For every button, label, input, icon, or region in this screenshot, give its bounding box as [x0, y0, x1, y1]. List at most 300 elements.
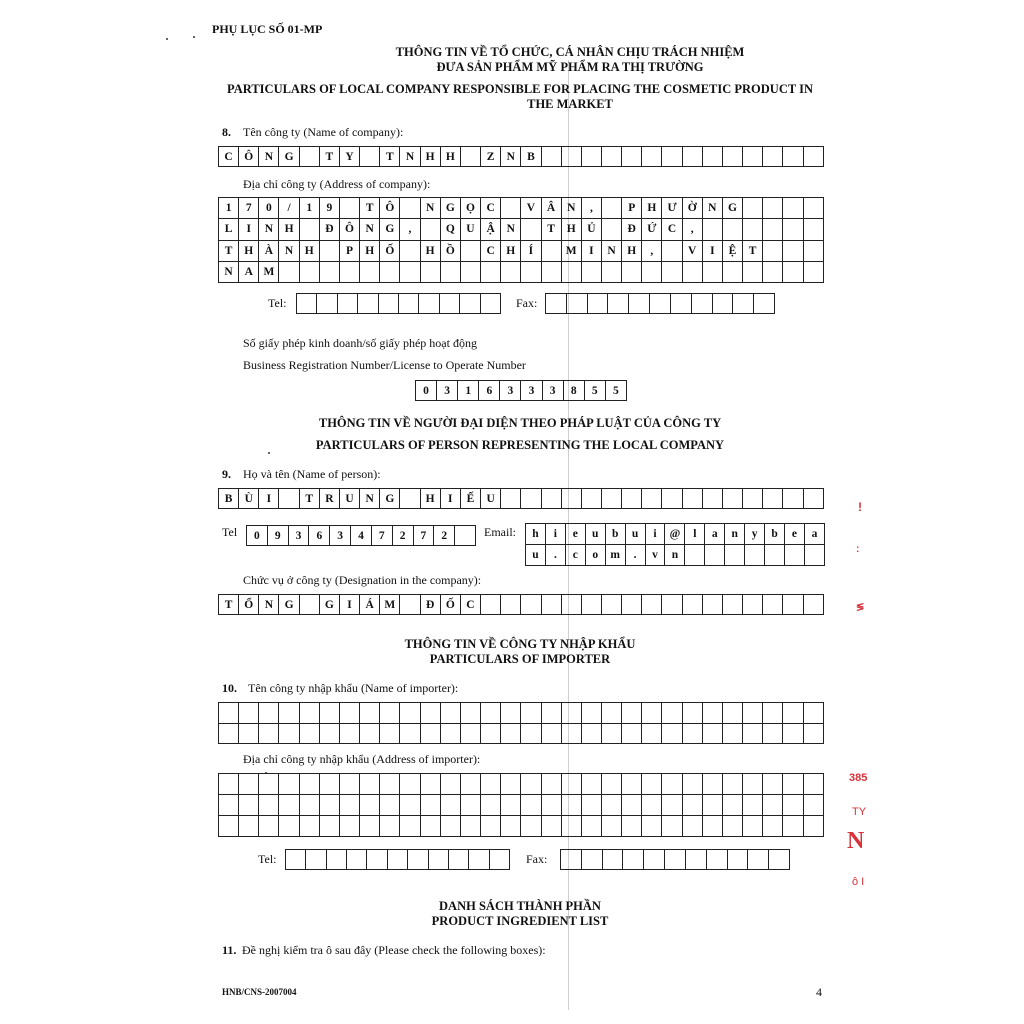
char-box[interactable] — [561, 774, 581, 795]
char-box[interactable] — [347, 850, 367, 870]
char-box[interactable]: Â — [541, 198, 561, 219]
char-box[interactable]: T — [319, 147, 339, 167]
char-box[interactable] — [398, 294, 418, 314]
char-box[interactable] — [642, 795, 662, 816]
char-box[interactable]: H — [642, 198, 662, 219]
char-box[interactable] — [297, 294, 317, 314]
char-box[interactable]: 7 — [371, 526, 392, 546]
char-box[interactable] — [259, 774, 279, 795]
char-box[interactable] — [541, 795, 561, 816]
char-box[interactable] — [748, 850, 769, 870]
char-box[interactable]: b — [605, 524, 625, 545]
char-box[interactable] — [380, 723, 400, 744]
char-box[interactable] — [722, 147, 742, 167]
char-box[interactable]: M — [259, 261, 279, 282]
char-box[interactable] — [763, 261, 783, 282]
char-box[interactable] — [219, 816, 239, 837]
char-box[interactable]: H — [420, 147, 440, 167]
char-box[interactable] — [521, 703, 541, 724]
char-box[interactable] — [745, 545, 765, 566]
char-box[interactable] — [541, 595, 561, 615]
char-box[interactable]: Ệ — [722, 240, 742, 261]
char-box[interactable]: C — [481, 240, 501, 261]
char-box[interactable] — [803, 723, 823, 744]
char-box[interactable] — [378, 294, 398, 314]
char-box[interactable] — [642, 261, 662, 282]
char-box[interactable] — [601, 147, 621, 167]
char-box[interactable] — [722, 219, 742, 240]
char-box[interactable] — [460, 795, 480, 816]
char-box[interactable]: U — [339, 489, 359, 509]
char-box[interactable]: b — [765, 524, 785, 545]
char-box[interactable]: I — [702, 240, 722, 261]
char-box[interactable]: N — [400, 147, 420, 167]
char-box[interactable] — [670, 294, 691, 314]
char-box[interactable]: i — [545, 524, 565, 545]
char-box[interactable]: I — [259, 489, 279, 509]
char-box[interactable] — [702, 595, 722, 615]
char-box[interactable]: C — [219, 147, 239, 167]
char-box[interactable] — [783, 795, 803, 816]
char-box[interactable]: 1 — [458, 381, 479, 401]
char-box[interactable]: T — [219, 240, 239, 261]
char-box[interactable]: N — [501, 147, 521, 167]
char-box[interactable] — [743, 774, 763, 795]
char-box[interactable] — [380, 703, 400, 724]
char-box[interactable] — [420, 774, 440, 795]
char-box[interactable]: a — [804, 524, 824, 545]
char-box[interactable] — [763, 198, 783, 219]
char-box[interactable] — [754, 294, 775, 314]
char-box[interactable] — [319, 240, 339, 261]
char-box[interactable]: 3 — [330, 526, 351, 546]
char-box[interactable]: l — [685, 524, 705, 545]
char-box[interactable] — [722, 703, 742, 724]
char-box[interactable]: L — [219, 219, 239, 240]
char-box[interactable] — [367, 850, 387, 870]
char-box[interactable] — [803, 261, 823, 282]
char-box[interactable] — [380, 795, 400, 816]
char-box[interactable] — [440, 723, 460, 744]
char-box[interactable] — [662, 261, 682, 282]
char-box[interactable] — [783, 703, 803, 724]
char-box[interactable]: Y — [339, 147, 359, 167]
char-box[interactable]: n — [725, 524, 745, 545]
char-box[interactable] — [725, 545, 745, 566]
char-box[interactable] — [279, 261, 299, 282]
char-box[interactable]: 2 — [434, 526, 455, 546]
char-box[interactable]: u — [585, 524, 605, 545]
char-box[interactable]: 7 — [413, 526, 434, 546]
char-box[interactable] — [339, 198, 359, 219]
char-box[interactable] — [763, 240, 783, 261]
char-box[interactable] — [642, 703, 662, 724]
char-box[interactable] — [608, 294, 629, 314]
char-box[interactable] — [521, 261, 541, 282]
char-box[interactable] — [601, 816, 621, 837]
char-box[interactable]: Ô — [239, 147, 259, 167]
char-box[interactable]: N — [561, 198, 581, 219]
char-box[interactable] — [622, 261, 642, 282]
char-box[interactable] — [400, 723, 420, 744]
char-box[interactable] — [642, 595, 662, 615]
char-box[interactable]: 3 — [521, 381, 542, 401]
char-box[interactable] — [521, 723, 541, 744]
char-box[interactable] — [319, 774, 339, 795]
char-box[interactable] — [662, 795, 682, 816]
char-box[interactable]: U — [460, 219, 480, 240]
char-box[interactable] — [662, 240, 682, 261]
char-box[interactable]: H — [420, 240, 440, 261]
char-box[interactable] — [339, 774, 359, 795]
char-box[interactable] — [783, 198, 803, 219]
char-box[interactable]: 5 — [584, 381, 605, 401]
char-box[interactable] — [783, 240, 803, 261]
char-box[interactable] — [743, 219, 763, 240]
char-box[interactable] — [662, 489, 682, 509]
char-box[interactable] — [561, 595, 581, 615]
char-box[interactable] — [561, 723, 581, 744]
char-box[interactable] — [501, 723, 521, 744]
char-box[interactable]: R — [319, 489, 339, 509]
char-box[interactable] — [803, 219, 823, 240]
char-box[interactable] — [219, 795, 239, 816]
char-box[interactable] — [337, 294, 357, 314]
char-box[interactable]: i — [645, 524, 665, 545]
char-box[interactable] — [440, 795, 460, 816]
char-box[interactable] — [400, 774, 420, 795]
char-box[interactable] — [360, 795, 380, 816]
char-box[interactable] — [581, 703, 601, 724]
char-box[interactable] — [622, 147, 642, 167]
char-box[interactable]: Đ — [319, 219, 339, 240]
char-box[interactable]: N — [420, 198, 440, 219]
char-box[interactable] — [339, 816, 359, 837]
char-box[interactable] — [448, 850, 468, 870]
char-box[interactable] — [629, 294, 650, 314]
char-box[interactable]: H — [420, 489, 440, 509]
char-box[interactable] — [743, 147, 763, 167]
char-box[interactable]: I — [239, 219, 259, 240]
char-box[interactable]: Ổ — [239, 595, 259, 615]
char-box[interactable] — [521, 489, 541, 509]
char-box[interactable] — [319, 261, 339, 282]
char-box[interactable] — [702, 261, 722, 282]
char-box[interactable]: N — [279, 240, 299, 261]
char-box[interactable]: 0 — [259, 198, 279, 219]
char-box[interactable] — [259, 703, 279, 724]
char-box[interactable]: G — [440, 198, 460, 219]
char-box[interactable] — [420, 795, 440, 816]
char-box[interactable] — [481, 261, 501, 282]
char-box[interactable] — [662, 703, 682, 724]
char-box[interactable]: H — [360, 240, 380, 261]
char-box[interactable]: Ô — [380, 198, 400, 219]
char-box[interactable] — [239, 774, 259, 795]
char-box[interactable] — [481, 595, 501, 615]
char-box[interactable] — [561, 816, 581, 837]
char-box[interactable] — [387, 850, 407, 870]
char-box[interactable]: . — [545, 545, 565, 566]
person-name-grid[interactable] — [218, 488, 824, 509]
char-box[interactable] — [239, 723, 259, 744]
importer-name-grid[interactable] — [218, 702, 824, 744]
char-box[interactable] — [440, 261, 460, 282]
char-box[interactable] — [803, 240, 823, 261]
char-box[interactable]: . — [625, 545, 645, 566]
char-box[interactable]: N — [601, 240, 621, 261]
char-box[interactable] — [581, 489, 601, 509]
char-box[interactable] — [682, 703, 702, 724]
char-box[interactable] — [319, 703, 339, 724]
char-box[interactable] — [702, 147, 722, 167]
char-box[interactable] — [702, 703, 722, 724]
char-box[interactable]: U — [481, 489, 501, 509]
char-box[interactable] — [439, 294, 459, 314]
char-box[interactable] — [400, 261, 420, 282]
char-box[interactable]: y — [745, 524, 765, 545]
char-box[interactable] — [622, 595, 642, 615]
char-box[interactable] — [489, 850, 509, 870]
char-box[interactable]: T — [380, 147, 400, 167]
char-box[interactable]: Đ — [622, 219, 642, 240]
char-box[interactable] — [722, 774, 742, 795]
char-box[interactable] — [380, 261, 400, 282]
char-box[interactable] — [400, 198, 420, 219]
char-box[interactable]: Ù — [239, 489, 259, 509]
char-box[interactable] — [279, 774, 299, 795]
char-box[interactable] — [541, 816, 561, 837]
char-box[interactable] — [602, 850, 623, 870]
char-box[interactable] — [803, 795, 823, 816]
char-box[interactable] — [400, 595, 420, 615]
char-box[interactable] — [546, 294, 567, 314]
char-box[interactable]: Ứ — [642, 219, 662, 240]
char-box[interactable] — [601, 703, 621, 724]
char-box[interactable]: , — [682, 219, 702, 240]
char-box[interactable] — [400, 816, 420, 837]
char-box[interactable]: N — [501, 219, 521, 240]
char-box[interactable]: V — [521, 198, 541, 219]
char-box[interactable] — [420, 219, 440, 240]
char-box[interactable] — [279, 795, 299, 816]
char-box[interactable]: G — [380, 489, 400, 509]
char-box[interactable] — [601, 219, 621, 240]
char-box[interactable] — [561, 489, 581, 509]
char-box[interactable] — [581, 850, 602, 870]
char-box[interactable] — [743, 261, 763, 282]
char-box[interactable]: H — [440, 147, 460, 167]
char-box[interactable] — [339, 795, 359, 816]
char-box[interactable] — [743, 703, 763, 724]
char-box[interactable]: À — [259, 240, 279, 261]
char-box[interactable]: M — [561, 240, 581, 261]
char-box[interactable] — [360, 774, 380, 795]
char-box[interactable] — [702, 816, 722, 837]
char-box[interactable] — [460, 240, 480, 261]
char-box[interactable] — [561, 147, 581, 167]
char-box[interactable] — [286, 850, 306, 870]
char-box[interactable] — [299, 595, 319, 615]
char-box[interactable] — [712, 294, 733, 314]
char-box[interactable]: 7 — [239, 198, 259, 219]
char-box[interactable] — [420, 703, 440, 724]
char-box[interactable] — [561, 850, 582, 870]
char-box[interactable] — [428, 850, 448, 870]
char-box[interactable] — [566, 294, 587, 314]
char-box[interactable]: 1 — [219, 198, 239, 219]
char-box[interactable] — [521, 795, 541, 816]
char-box[interactable]: G — [722, 198, 742, 219]
char-box[interactable] — [650, 294, 671, 314]
char-box[interactable] — [702, 489, 722, 509]
char-box[interactable] — [460, 294, 480, 314]
char-box[interactable]: N — [219, 261, 239, 282]
char-box[interactable] — [763, 489, 783, 509]
char-box[interactable] — [622, 723, 642, 744]
char-box[interactable] — [702, 219, 722, 240]
char-box[interactable] — [682, 489, 702, 509]
char-box[interactable]: 1 — [299, 198, 319, 219]
char-box[interactable] — [541, 489, 561, 509]
char-box[interactable] — [581, 723, 601, 744]
char-box[interactable]: G — [380, 219, 400, 240]
char-box[interactable]: Á — [360, 595, 380, 615]
char-box[interactable]: Z — [481, 147, 501, 167]
char-box[interactable]: N — [702, 198, 722, 219]
char-box[interactable]: I — [339, 595, 359, 615]
char-box[interactable] — [783, 219, 803, 240]
char-box[interactable] — [722, 595, 742, 615]
char-box[interactable]: T — [219, 595, 239, 615]
char-box[interactable] — [360, 816, 380, 837]
char-box[interactable]: @ — [665, 524, 685, 545]
char-box[interactable] — [501, 489, 521, 509]
char-box[interactable]: a — [705, 524, 725, 545]
char-box[interactable] — [299, 795, 319, 816]
char-box[interactable]: C — [460, 595, 480, 615]
char-box[interactable] — [763, 723, 783, 744]
char-box[interactable] — [685, 545, 705, 566]
char-box[interactable] — [804, 545, 824, 566]
char-box[interactable] — [803, 198, 823, 219]
char-box[interactable] — [259, 816, 279, 837]
char-box[interactable] — [622, 489, 642, 509]
char-box[interactable] — [682, 147, 702, 167]
char-box[interactable] — [581, 147, 601, 167]
char-box[interactable]: / — [279, 198, 299, 219]
char-box[interactable]: I — [440, 489, 460, 509]
char-box[interactable] — [783, 816, 803, 837]
char-box[interactable]: Ô — [339, 219, 359, 240]
char-box[interactable] — [400, 240, 420, 261]
char-box[interactable]: H — [561, 219, 581, 240]
char-box[interactable] — [784, 545, 804, 566]
char-box[interactable] — [521, 219, 541, 240]
char-box[interactable] — [601, 795, 621, 816]
char-box[interactable]: 0 — [247, 526, 268, 546]
char-box[interactable]: T — [743, 240, 763, 261]
char-box[interactable] — [682, 816, 702, 837]
char-box[interactable]: 5 — [605, 381, 626, 401]
char-box[interactable] — [541, 147, 561, 167]
char-box[interactable] — [481, 703, 501, 724]
char-box[interactable]: I — [581, 240, 601, 261]
char-box[interactable] — [521, 595, 541, 615]
char-box[interactable] — [682, 723, 702, 744]
char-box[interactable] — [541, 261, 561, 282]
char-box[interactable] — [642, 723, 662, 744]
char-box[interactable] — [420, 723, 440, 744]
char-box[interactable] — [561, 261, 581, 282]
char-box[interactable] — [705, 545, 725, 566]
char-box[interactable] — [765, 545, 785, 566]
char-box[interactable] — [358, 294, 378, 314]
char-box[interactable] — [581, 774, 601, 795]
char-box[interactable] — [682, 261, 702, 282]
char-box[interactable]: Ờ — [682, 198, 702, 219]
char-box[interactable] — [521, 816, 541, 837]
char-box[interactable] — [601, 261, 621, 282]
char-box[interactable]: M — [380, 595, 400, 615]
char-box[interactable] — [769, 850, 790, 870]
char-box[interactable]: N — [259, 147, 279, 167]
char-box[interactable]: Ế — [460, 489, 480, 509]
char-box[interactable] — [299, 147, 319, 167]
char-box[interactable] — [460, 261, 480, 282]
char-box[interactable]: Ố — [440, 595, 460, 615]
char-box[interactable]: 9 — [319, 198, 339, 219]
char-box[interactable]: A — [239, 261, 259, 282]
char-box[interactable] — [601, 489, 621, 509]
company-name-grid[interactable] — [218, 146, 824, 167]
char-box[interactable] — [480, 294, 500, 314]
char-box[interactable] — [541, 240, 561, 261]
char-box[interactable] — [460, 774, 480, 795]
char-box[interactable] — [665, 850, 686, 870]
char-box[interactable] — [400, 703, 420, 724]
char-box[interactable] — [743, 595, 763, 615]
char-box[interactable] — [662, 147, 682, 167]
char-box[interactable]: B — [219, 489, 239, 509]
char-box[interactable] — [743, 723, 763, 744]
company-tel-grid[interactable] — [296, 293, 501, 314]
char-box[interactable] — [380, 816, 400, 837]
char-box[interactable]: v — [645, 545, 665, 566]
company-address-grid[interactable] — [218, 197, 824, 283]
char-box[interactable] — [541, 774, 561, 795]
char-box[interactable] — [691, 294, 712, 314]
char-box[interactable]: H — [239, 240, 259, 261]
char-box[interactable] — [623, 850, 644, 870]
char-box[interactable]: u — [526, 545, 546, 566]
char-box[interactable] — [469, 850, 489, 870]
char-box[interactable] — [440, 774, 460, 795]
char-box[interactable] — [722, 816, 742, 837]
char-box[interactable] — [360, 261, 380, 282]
char-box[interactable]: 6 — [309, 526, 330, 546]
char-box[interactable] — [642, 489, 662, 509]
char-box[interactable] — [326, 850, 346, 870]
char-box[interactable] — [682, 774, 702, 795]
importer-tel-grid[interactable] — [285, 849, 510, 870]
importer-fax-grid[interactable] — [560, 849, 790, 870]
char-box[interactable]: G — [279, 147, 299, 167]
char-box[interactable] — [783, 489, 803, 509]
char-box[interactable] — [763, 147, 783, 167]
designation-grid[interactable] — [218, 594, 824, 615]
license-number-grid[interactable] — [415, 380, 627, 401]
